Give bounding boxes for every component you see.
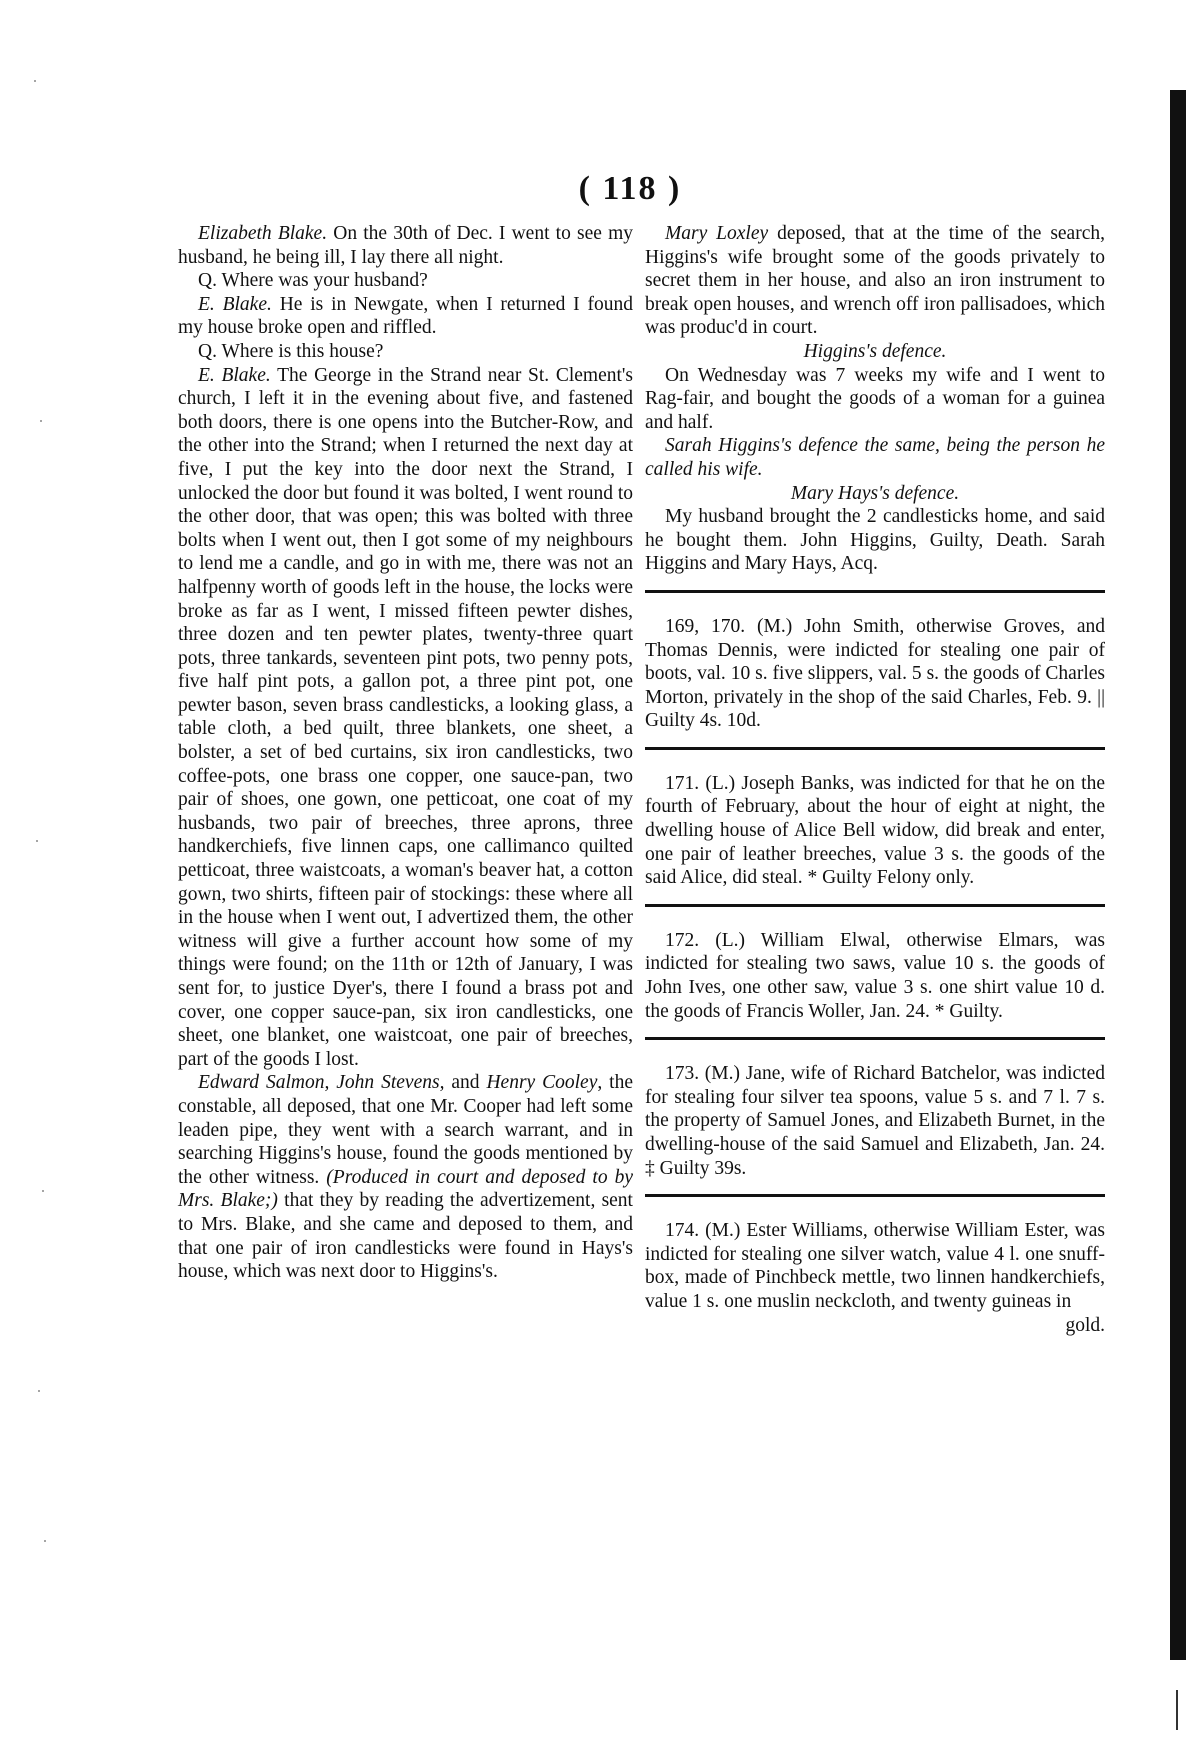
witness-name: Henry Cooley bbox=[486, 1072, 598, 1094]
case-entry: 172. (L.) William Elwal, otherwise Elmars, was indicted for stealing two saws, value 10 s. the goods of John Ives, one other saw, value 3 s. one shirt value 10 d. the goods of Francis Woller, Jan. 24. * Guilty. bbox=[645, 929, 1105, 1022]
page-number: ( 118 ) bbox=[578, 170, 682, 207]
case-entry-end: gold. bbox=[1065, 1314, 1105, 1336]
speaker-name: Elizabeth Blake. bbox=[198, 223, 328, 244]
paragraph bbox=[178, 1071, 633, 1283]
page-edge-shadow bbox=[1170, 90, 1186, 1660]
paragraph bbox=[645, 222, 1105, 340]
case-entry: 174. (M.) Ester Williams, otherwise William Ester, was indicted for stealing one silver watch, value 4 l. one snuff-box, made of Pinchbeck mettle, two linnen handkerchiefs, value 1 s. one muslin neckcloth, and twenty guineas in bbox=[645, 1220, 1105, 1312]
left-column bbox=[178, 222, 633, 1284]
speaker-name: E. Blake. bbox=[198, 293, 272, 315]
paragraph-text: that they by reading the advertizement, sent to Mrs. Blake, and she came and deposed to them, and that one pair of iron candlesticks were found in Hays's house, which was next door to Higgins's. bbox=[178, 1190, 633, 1283]
case-entry: 169, 170. (M.) John Smith, otherwise Groves, and Thomas Dennis, were indicted for stealing one pair of boots, val. 10 s. five slippers, val. 5 s. the goods of Charles Morton, privately in the shop of the said Charles, Feb. 9. || Guilty 4s. 10d. bbox=[645, 615, 1105, 732]
paragraph: On Wednesday was 7 weeks my wife and I went to Rag-fair, and bought the goods of a woman for a guinea and half. bbox=[645, 364, 1105, 433]
witness-name: Mary Loxley bbox=[665, 223, 769, 244]
scan-margin-specks bbox=[30, 40, 50, 1740]
question: Q. Where is this house? bbox=[198, 340, 384, 362]
speaker-name: E. Blake. bbox=[198, 364, 271, 386]
defence-heading: Higgins's defence. bbox=[803, 340, 947, 362]
page-edge-mark bbox=[1176, 1690, 1178, 1730]
case-entry: 173. (M.) Jane, wife of Richard Batchelor, was indicted for stealing four silver tea spoons, value 5 s. and 7 l. 7 s. the property of Samuel Jones, and Elizabeth Burnet, in the dwelling-house of the said Samuel and Elizabeth, Jan. 24. ‡ Guilty 39s. bbox=[645, 1063, 1105, 1179]
verdict-paragraph: My husband brought the 2 candlesticks home, and said he bought them. John Higgins, Guilty, Death. Sarah Higgins and Mary Hays, Acq. bbox=[645, 506, 1105, 575]
section-divider bbox=[645, 590, 1105, 593]
section-divider bbox=[645, 1037, 1105, 1040]
question: Q. Where was your husband? bbox=[198, 270, 428, 292]
section-divider bbox=[645, 904, 1105, 907]
paragraph bbox=[178, 222, 633, 269]
right-column bbox=[645, 222, 1105, 1337]
paragraph-text: He is in Newgate, when I returned I found my house broke open and riffled. bbox=[178, 293, 633, 339]
conjunction: and bbox=[444, 1072, 487, 1094]
paragraph-text: The George in the Strand near St. Clement's church, I left it in the evening about five, and fastened both doors, there is one opens into the Butcher-Row, and the other into the Strand; when I returned the next day at five, I put the key into the door next the Strand, I unlocked the door but found it was bolted, I went round to the other door, that was open; this was bolted with three bolts when I went out, then I got some of my neighbours to lend me a candle, and go in with me, there was not an halfpenny worth of goods left in the house, the locks were broke as far as I went, I missed fifteen pewter dishes, three dozen and ten pewter plates, twenty-three quart pots, three tankards, seventeen pint pots, two penny pots, five half pint pots, a gallon pot, a three pint pot, one pewter bason, seven brass candlesticks, a looking glass, a table cloth, a bed quilt, three blankets, one sheet, a bolster, a set of bed curtains, six iron candlesticks, two coffee-pots, one brass one copper, one sauce-pan, two pair of shoes, one gown, one petticoat, one coat of my husbands, two pair of breeches, three aprons, three handkerchiefs, five linnen caps, one callimanco quilted petticoat, three waistcoats, a woman's beaver hat, a cotton gown, two shirts, fifteen pair of stockings: these where all in the house when I went out, I advertized them, the other witness will give a further account how some of my things were found; on the 11th or 12th of January, I was sent for, to justice Dyer's, there I found a brass pot and cover, one copper sauce-pan, six iron candlesticks, one sheet, one blanket, one waistcoat, one pair of breeches, part of the goods I lost. bbox=[178, 364, 633, 1070]
court-note: (Produced in court and deposed to by Mrs. Blake;) bbox=[178, 1166, 633, 1212]
paragraph-text: , the constable, all deposed, that one Mr. Cooper had left some leaden pipe, they went with a search warrant, and in searching Higgins's house, found the goods mentioned by the other witness. bbox=[178, 1072, 634, 1188]
case-entry: 171. (L.) Joseph Banks, was indicted for that he on the fourth of February, about the hour of eight at night, the dwelling house of Alice Bell widow, did break and enter, one pair of leather breeches, value 3 s. the goods of the said Alice, did steal. * Guilty Felony only. bbox=[645, 772, 1105, 889]
paragraph-text: deposed, that at the time of the search, Higgins's wife brought some of the goods privately to secret them in her house, and also an iron instrument to break open houses, and wrench off iron pallisadoes, which was produc'd in court. bbox=[645, 223, 1105, 339]
paragraph-text: On the 30th of Dec. I went to see my husband, he being ill, I lay there all night. bbox=[178, 223, 633, 268]
paragraph bbox=[178, 364, 633, 1072]
section-divider bbox=[645, 1194, 1105, 1197]
paragraph: Sarah Higgins's defence the same, being the person he called his wife. bbox=[645, 435, 1105, 480]
witness-names: Edward Salmon, John Stevens, bbox=[198, 1072, 445, 1094]
section-divider bbox=[645, 747, 1105, 750]
defence-heading: Mary Hays's defence. bbox=[790, 482, 960, 504]
paragraph bbox=[178, 293, 633, 340]
